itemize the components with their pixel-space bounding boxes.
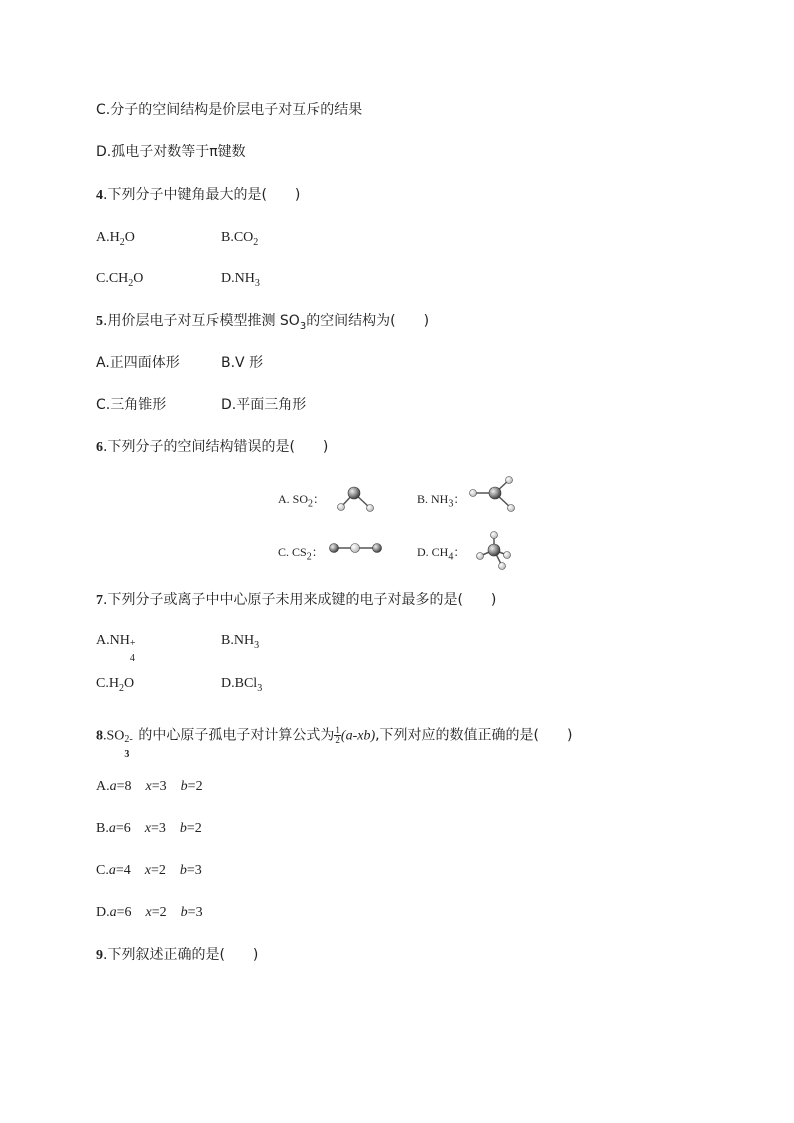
q9-stem: 9.下列叙述正确的是( ): [96, 947, 259, 963]
q5-option-b: B.V 形: [221, 355, 264, 371]
q6-fig-label-c: C. $CS_2$：: [278, 545, 324, 563]
molecule-models-figure: [330, 475, 530, 575]
q3-option-c: C.分子的空间结构是价层电子对互斥的结果: [96, 102, 363, 118]
q4-option-c: $C.CH_2O$: [96, 271, 144, 289]
q7-option-c: $C.H_2O$: [96, 676, 135, 694]
ch4-model: [477, 532, 511, 570]
q7-stem: 7.下列分子或离子中中心原子未用来成键的电子对最多的是( ): [96, 592, 497, 608]
q4-number: 4: [96, 188, 103, 203]
nh3-model: [470, 477, 515, 512]
q9-number: 9: [96, 948, 103, 963]
q4-option-a: $A.H_2O$: [96, 230, 135, 248]
q8-option-c: C.a=4 x=2 b=3: [96, 863, 202, 878]
q6-number: 6: [96, 440, 103, 455]
q5-option-a: A.正四面体形: [96, 355, 180, 371]
q4-option-d: $D.NH_3$: [221, 271, 260, 289]
q8-stem: 8.SO 2- 3 的中心原子孤电子对计算公式为 $\frac{1}{2}$ (a-xb),下列对应的数值正确的是( ): [96, 725, 573, 760]
q7-option-b: $B.NH_3$: [221, 633, 260, 651]
q7-option-d: D.BCl$_3$: [221, 676, 263, 694]
q8-option-a: A.a=8 x=3 b=2: [96, 779, 203, 794]
q6-fig-label-b: B. $NH_3$：: [417, 492, 466, 510]
q5-option-d: D.平面三角形: [221, 397, 307, 413]
q6-fig-label-a: A. $SO_2$：: [278, 492, 326, 510]
q6-fig-label-d: D. $CH_4$：: [417, 545, 466, 563]
q5-option-c: C.三角锥形: [96, 397, 167, 413]
q8-option-b: B.a=6 x=3 b=2: [96, 821, 202, 836]
q4-stem: [96, 186, 300, 205]
q8-number: 8: [96, 728, 103, 744]
q5-stem: 5.用价层电子对互斥模型推测 $SO_3$的空间结构为( ): [96, 313, 430, 332]
q7-option-a: A.NH + 4: [96, 633, 136, 664]
so2-model: [338, 487, 374, 512]
q8-fraction: $\frac{1}{2}$: [335, 725, 340, 745]
q7-number: 7: [96, 593, 103, 608]
q5-number: 5: [96, 314, 103, 329]
q3-option-d: D.孤电子对数等于π键数: [96, 144, 246, 160]
q4-stem-text: .下列分子中键角最大的是( ): [103, 187, 301, 203]
cs2-model: [330, 544, 382, 553]
q4-option-b: $B.CO_2$: [221, 230, 259, 248]
q8-option-d: D.a=6 x=2 b=3: [96, 905, 203, 920]
q6-stem: 6.下列分子的空间结构错误的是( ): [96, 439, 329, 455]
